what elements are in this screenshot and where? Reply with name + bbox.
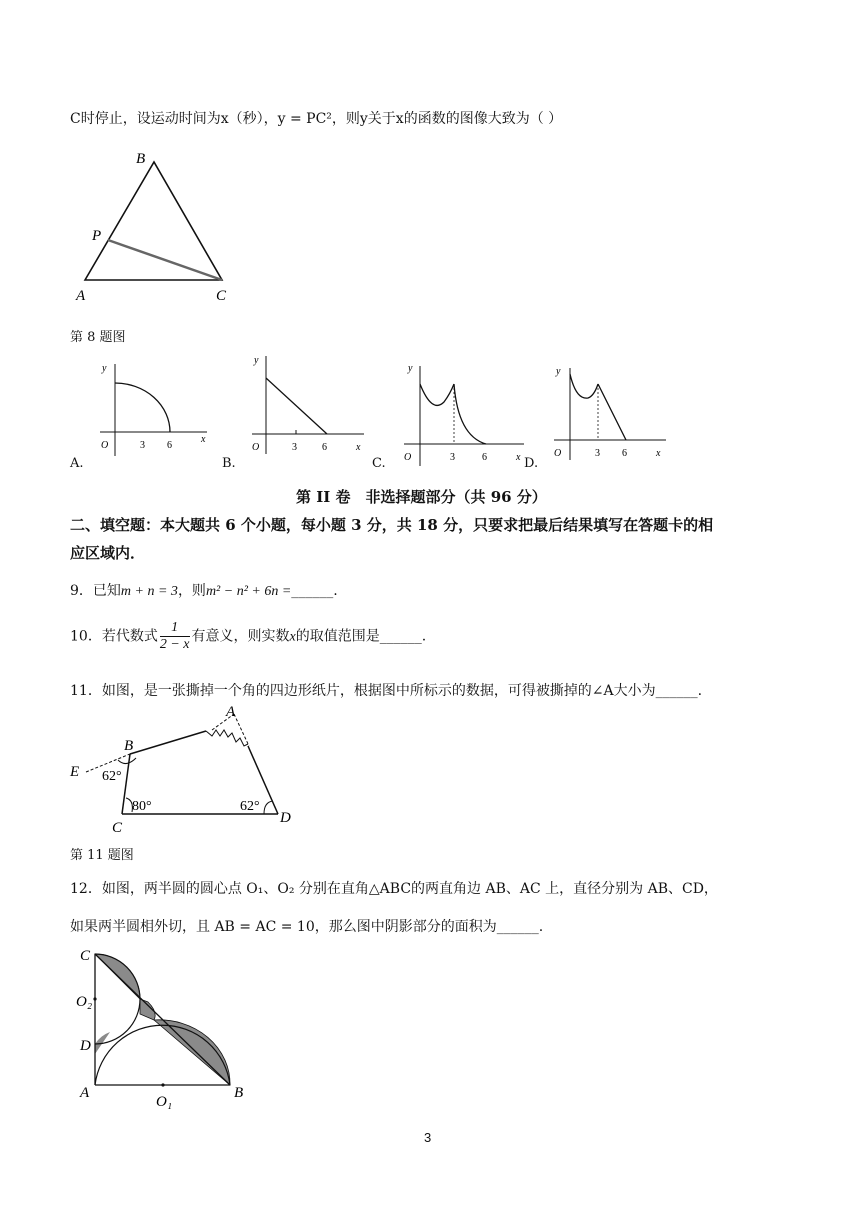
page-number: 3	[424, 1130, 432, 1145]
label-C: C	[216, 288, 227, 304]
svg-text:B: B	[124, 738, 134, 754]
option-c-label[interactable]: C.	[372, 456, 386, 471]
svg-text:D: D	[280, 810, 291, 826]
svg-text:x: x	[356, 442, 361, 453]
q8-triangle-figure	[70, 148, 240, 306]
label-A: A	[76, 288, 86, 304]
svg-text:3: 3	[140, 440, 145, 451]
q12-line2: 如果两半圆相外切，且 AB = AC = 10，那么图中阴影部分的面积为______.	[70, 919, 544, 935]
q9-text: 9．已知m + n = 3，则m² − n² + 6n =______.	[70, 583, 338, 599]
svg-text:6: 6	[322, 442, 327, 453]
svg-text:O: O	[554, 448, 562, 459]
q8-text: C时停止，设运动时间为x（秒），y = PC²，则y关于x的函数的图像大致为（ ）	[70, 111, 563, 127]
svg-text:6: 6	[167, 440, 172, 451]
svg-text:A: A	[226, 704, 236, 720]
svg-text:E: E	[70, 764, 80, 780]
option-c-graph	[398, 356, 528, 468]
svg-text:A: A	[80, 1085, 90, 1101]
option-b-label[interactable]: B.	[222, 456, 236, 471]
option-d-label[interactable]: D.	[524, 456, 539, 471]
option-b-graph	[244, 350, 368, 462]
option-a-graph	[92, 356, 212, 464]
label-P: P	[92, 228, 102, 244]
q12-semicircles-figure	[70, 942, 260, 1112]
svg-text:x: x	[516, 452, 521, 463]
svg-text:y: y	[254, 355, 259, 366]
section-heading-line1: 二、填空题：本大题共 6 个小题，每小题 3 分，共 18 分，只要求把最后结果填写在答题卡的相	[70, 516, 714, 534]
svg-text:y: y	[102, 363, 107, 374]
q11-quadrilateral-figure	[66, 702, 302, 836]
svg-text:y: y	[556, 366, 561, 377]
svg-text:O: O	[404, 452, 412, 463]
label-B: B	[136, 151, 146, 167]
svg-text:3: 3	[450, 452, 455, 463]
part-ii-title: 第 II 卷 非选择题部分（共 96 分）	[296, 488, 547, 506]
svg-text:D: D	[80, 1038, 91, 1054]
q10-text: 10．若代数式 $\frac{1}{2 - x}$ 有意义，则实数x的取值范围是______.	[70, 620, 427, 652]
svg-text:6: 6	[482, 452, 487, 463]
svg-text:6: 6	[622, 448, 627, 459]
svg-text:C: C	[80, 948, 91, 964]
svg-text:3: 3	[292, 442, 297, 453]
svg-text:80°: 80°	[132, 799, 152, 814]
svg-text:B: B	[234, 1085, 244, 1101]
q11-text: 11．如图，是一张撕掉一个角的四边形纸片，根据图中所标示的数据，可得被撕掉的∠A大小为______.	[70, 683, 703, 699]
svg-text:O₁: O₁	[156, 1094, 173, 1110]
svg-text:O: O	[252, 442, 260, 453]
svg-text:y: y	[408, 363, 413, 374]
option-a-label[interactable]: A.	[70, 456, 84, 471]
section-heading-line2: 应区域内．	[70, 544, 146, 562]
q11-fig-caption: 第 11 题图	[70, 848, 134, 863]
svg-text:x: x	[656, 448, 661, 459]
svg-text:3: 3	[595, 448, 600, 459]
q12-line1: 12．如图，两半圆的圆心点 O₁、O₂ 分别在直角△ABC的两直角边 AB、AC 上，直径分别为 AB、CD，	[70, 881, 718, 897]
svg-text:C: C	[112, 820, 123, 836]
svg-text:62°: 62°	[102, 769, 122, 784]
svg-text:62°: 62°	[240, 799, 260, 814]
option-d-graph	[546, 360, 670, 464]
q10-fraction: $\frac{1}{2 - x}$	[159, 620, 190, 652]
svg-text:O₂: O₂	[76, 994, 93, 1010]
svg-text:O: O	[101, 440, 109, 451]
svg-text:x: x	[201, 434, 206, 445]
q8-fig-caption: 第 8 题图	[70, 330, 126, 345]
